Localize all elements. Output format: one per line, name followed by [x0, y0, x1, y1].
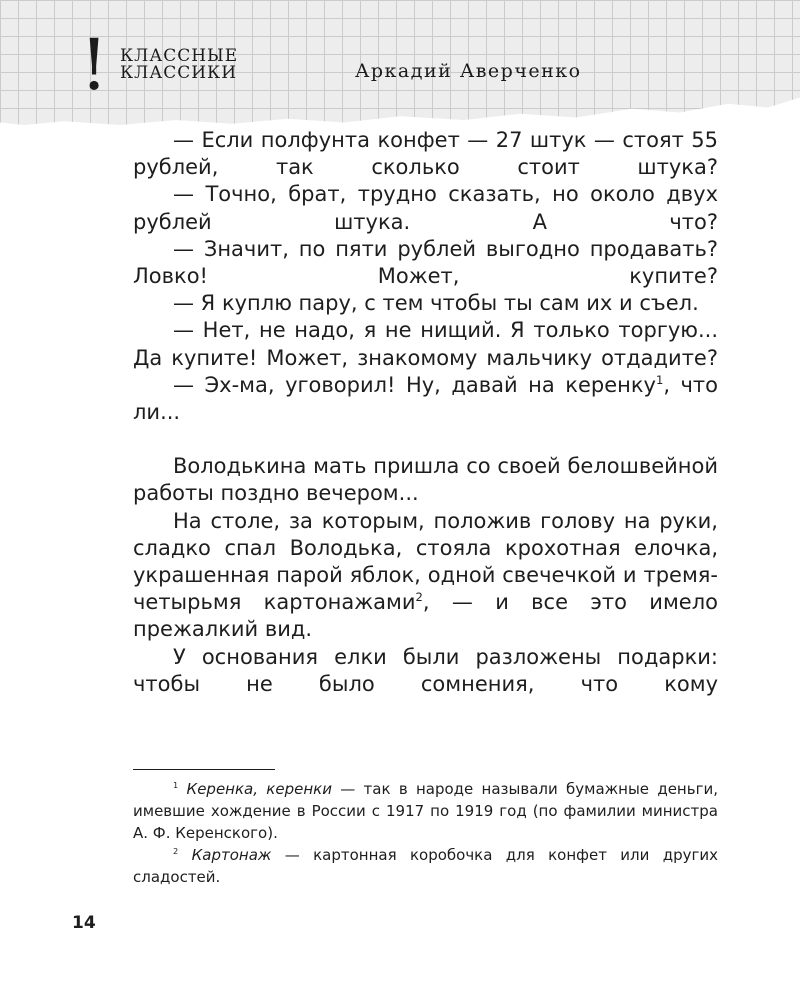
paragraph-6-text-b: , что ли... [133, 372, 718, 425]
paragraph-3: — Значит, по пяти рублей выгодно продавать? Ловко! Может, купите? [133, 236, 718, 289]
footnote-2-mark: 2 [173, 846, 179, 856]
section-gap [133, 426, 718, 453]
paragraph-7: Володькина мать пришла со своей белошвейной работы поздно вечером... [133, 454, 718, 506]
paragraph-8-text-a: На столе, за которым, положив голову на руки, сладко спал Володька, стояла крохотная елочка, украшенная парой яблок, одной свечечкой и тремя-четырьмя картонажами [133, 508, 718, 615]
footnote-rule [133, 769, 275, 770]
main-text [133, 127, 718, 698]
paragraph-2: — Точно, брат, трудно сказать, но около двух рублей штука. А что? [133, 182, 718, 234]
series-title-line-2: КЛАССИКИ [120, 63, 238, 83]
footnote-1-term: Керенка, керенки [186, 780, 332, 798]
series-title [120, 48, 270, 82]
footnote-ref-2: 2 [415, 590, 423, 605]
footnotes [133, 769, 718, 888]
paragraph-1: — Если полфунта конфет — 27 штук — стоят 55 рублей, так сколько стоит штука? [133, 128, 718, 180]
paragraph-6-text-a: — Эх-ма, уговорил! Ну, давай на керенку [173, 372, 656, 397]
paragraph-5: — Нет, не надо, я не нищий. Я только торгую... Да купите! Может, знакомому мальчику отдадите? [133, 318, 718, 370]
footnote-2-text: — картонная коробочка для конфет или других сладостей. [133, 846, 718, 886]
paragraph-9: У основания елки были разложены подарки: чтобы не было сомнения, что кому [133, 644, 718, 696]
footnote-1-text: — так в народе называли бумажные деньги, имевшие хождение в России с 1917 по 1919 год (по фамилии министра А. Ф. Керенского). [133, 780, 718, 842]
footnote-1 [133, 778, 718, 844]
footnote-1-mark: 1 [173, 780, 179, 790]
series-title-line-1: КЛАССНЫЕ [120, 46, 239, 66]
paragraph-8-text-b: , — и все это имело прежалкий вид. [133, 590, 718, 642]
footnote-2 [133, 844, 718, 888]
exclamation-logo: ! [80, 24, 109, 106]
paragraph-8 [133, 508, 718, 644]
paragraph-6 [133, 372, 718, 426]
page-number: 14 [72, 913, 96, 933]
footnote-ref-1: 1 [655, 372, 664, 387]
paragraph-4: — Я куплю пару, с тем чтобы ты сам их и съел. [173, 291, 699, 316]
author-name: Аркадий Аверченко [355, 60, 582, 82]
footnote-2-term: Картонаж [191, 846, 272, 864]
